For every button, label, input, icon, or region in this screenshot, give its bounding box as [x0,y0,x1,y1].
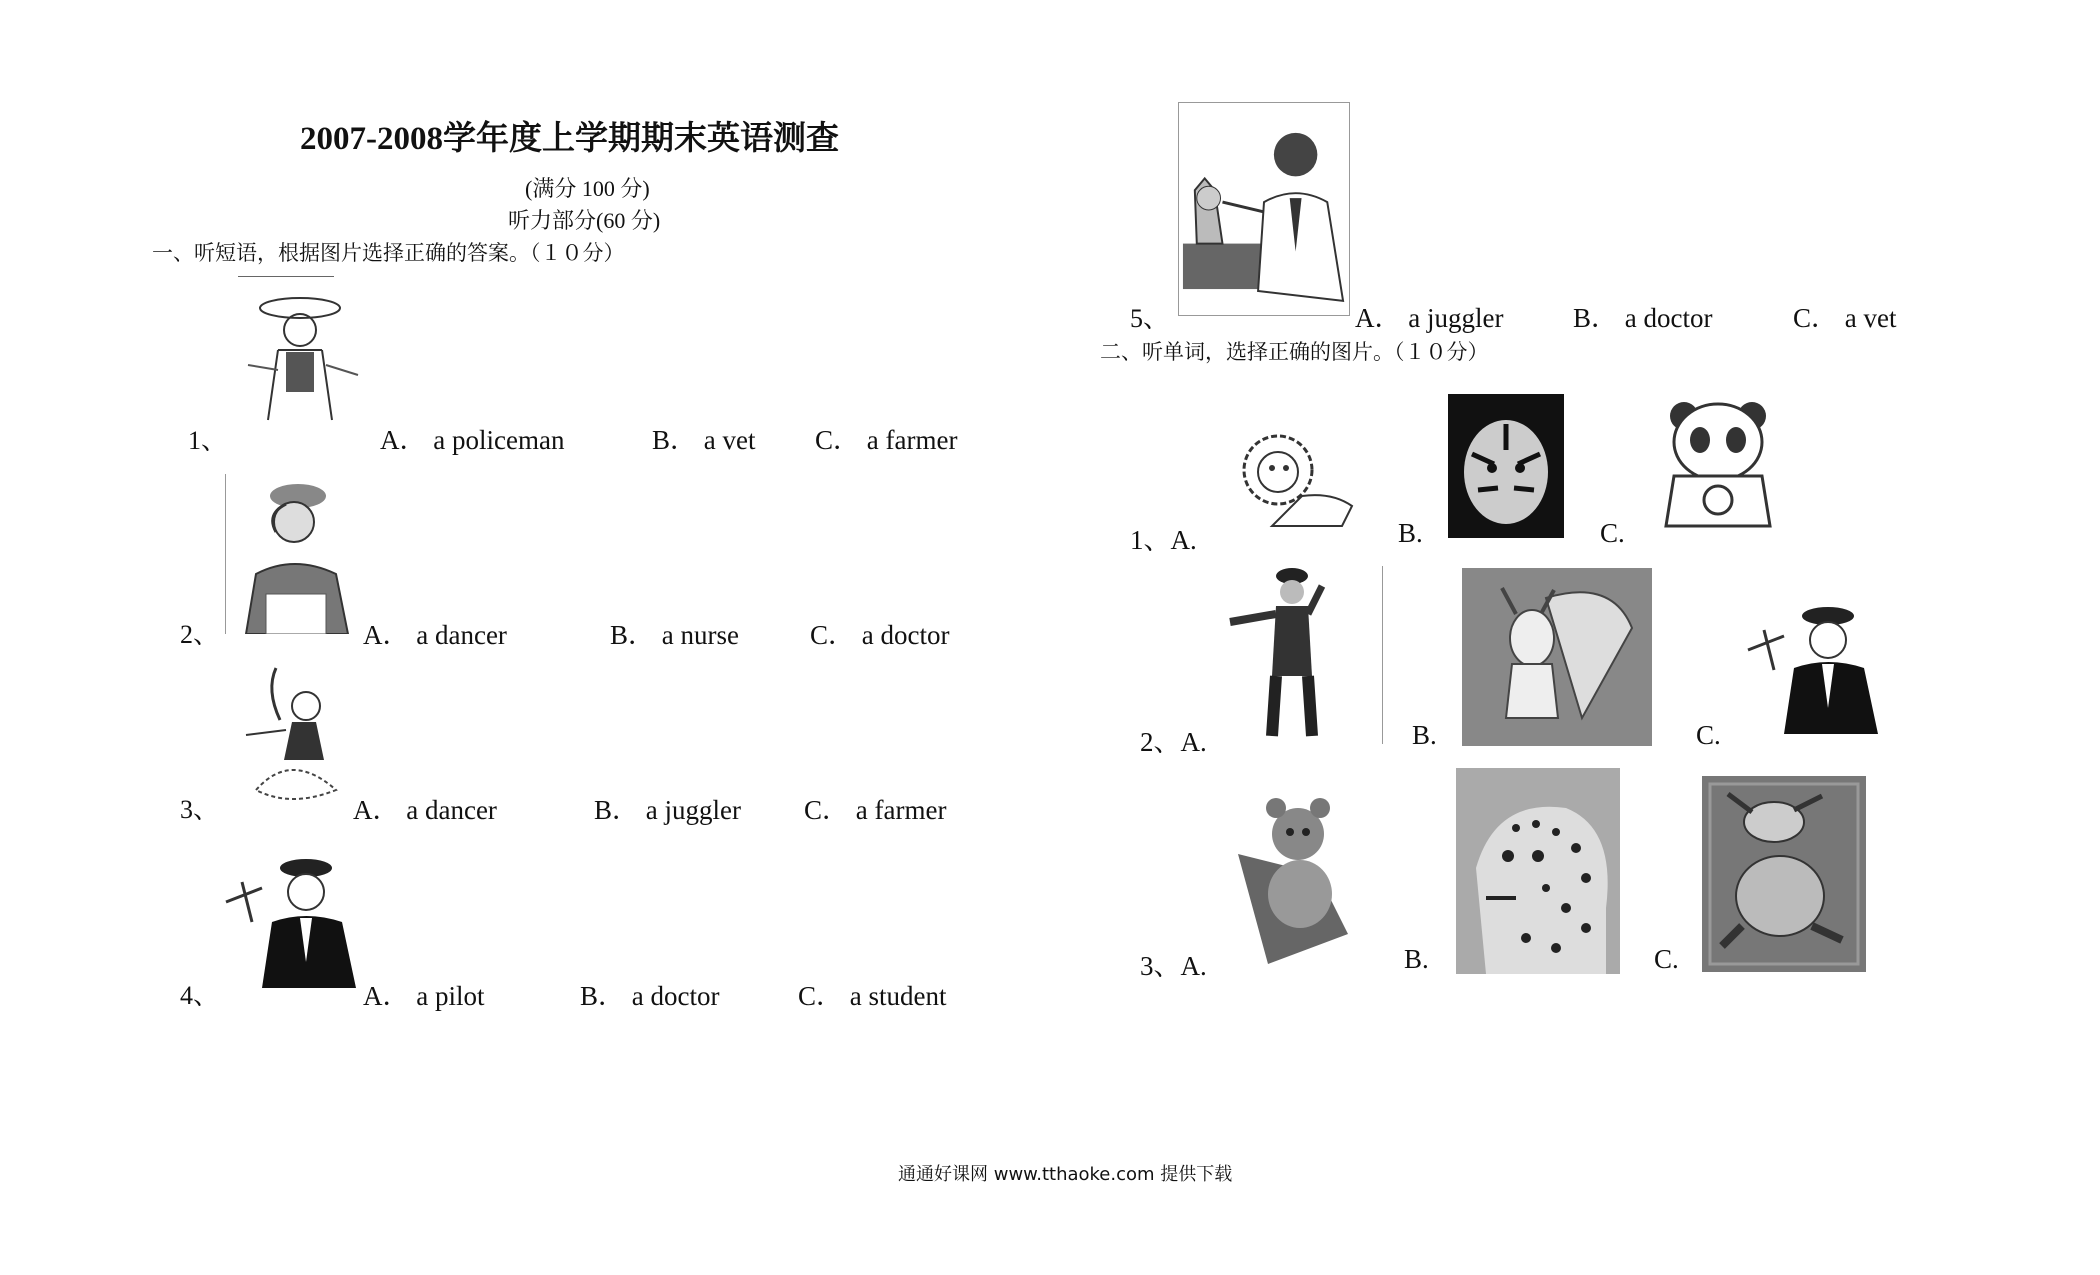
q2-option-a[interactable]: A． a dancer [363,620,507,650]
q2-option-b[interactable]: B． a nurse [610,620,739,650]
q1-number: 1、 [188,426,228,455]
vet-picture [1178,102,1350,316]
s2-row3-label-a: 3、A. [1140,951,1207,981]
q1-option-a[interactable]: A． a policeman [380,425,565,455]
s2-row1-label-b: B. [1398,518,1423,548]
page-title: 2007-2008学年度上学期期末英语测查 [300,121,839,157]
leopard-picture[interactable] [1456,768,1620,974]
s2-row1-label-a: 1、A. [1130,525,1197,555]
nurse-picture [225,474,358,634]
q3-option-c[interactable]: C． a farmer [804,795,947,825]
section1-heading: 一、听短语，根据图片选择正确的答案。（１０分） [152,241,625,265]
q4-option-c[interactable]: C． a student [798,981,947,1011]
s2-row1-label-c: C. [1600,518,1625,548]
q3-option-a[interactable]: A． a dancer [353,795,497,825]
q5-option-c[interactable]: C． a vet [1793,303,1897,333]
s2-row2-label-b: B. [1412,720,1437,750]
farmer-picture [238,290,368,438]
goat-picture[interactable] [1462,568,1652,746]
q2-option-c[interactable]: C． a doctor [810,620,950,650]
full-marks: (满分 100 分) [525,176,650,201]
q4-option-a[interactable]: A． a pilot [363,981,485,1011]
q1-option-c[interactable]: C． a farmer [815,425,958,455]
donkey-picture[interactable] [1702,776,1866,972]
q5-option-a[interactable]: A． a juggler [1355,303,1504,333]
tiger-picture[interactable] [1448,394,1564,538]
s2-row3-label-c: C. [1654,944,1679,974]
footer-text: 通通好课网 www.tthaoke.com 提供下载 [898,1164,1233,1185]
dancer-picture [236,660,346,808]
s2-row2-label-c: C. [1696,720,1721,750]
q3-number: 3、 [180,795,220,824]
q4-number: 4、 [180,981,220,1010]
pilot-picture-2[interactable] [1744,602,1884,734]
section2-heading: 二、听单词，选择正确的图片。（１０分） [1100,340,1489,364]
q3-option-b[interactable]: B． a juggler [594,795,741,825]
divider-rule [238,276,334,277]
s2-row2-label-a: 2、A. [1140,727,1207,757]
q5-number: 5、 [1130,304,1170,333]
q5-option-b[interactable]: B． a doctor [1573,303,1713,333]
s2-row3-label-b: B. [1404,944,1429,974]
panda-picture[interactable] [1660,386,1776,530]
lion-picture[interactable] [1232,426,1366,536]
q2-number: 2、 [180,620,220,649]
q1-option-b[interactable]: B． a vet [652,425,756,455]
policeman-picture[interactable] [1226,566,1383,744]
q4-option-b[interactable]: B． a doctor [580,981,720,1011]
toy-bear-picture[interactable] [1228,794,1356,972]
listening-part: 听力部分(60 分) [508,208,661,233]
pilot-picture [222,852,362,988]
